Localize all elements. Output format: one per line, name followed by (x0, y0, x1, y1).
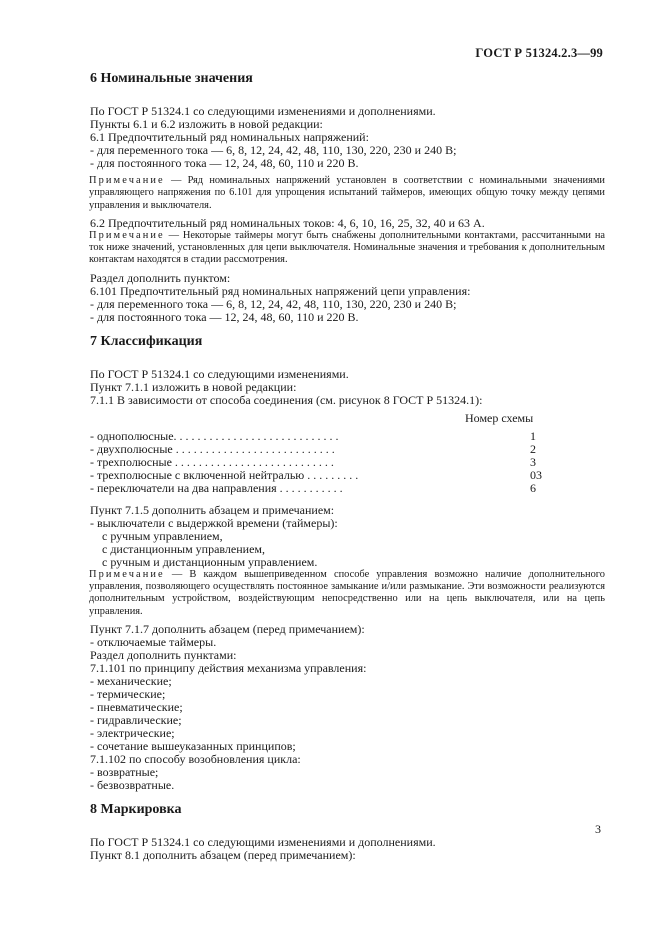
paragraph: 7.1.102 по способу возобновления цикла: (90, 751, 301, 766)
sub-list-item: с ручным и дистанционным управлением. (102, 554, 318, 569)
paragraph: По ГОСТ Р 51324.1 со следующими изменениями и дополнениями. (90, 104, 436, 118)
section-7-title: 7 Классификация (90, 333, 203, 349)
paragraph: Раздел дополнить пунктом: (90, 270, 231, 285)
page-body (90, 70, 605, 862)
note-voltage (89, 175, 605, 212)
paragraph: 6.101 Предпочтительный ряд номинальных напряжений цепи управления: (90, 283, 471, 298)
list-item: - безвозвратные. (90, 777, 175, 792)
paragraph: Пункт 7.1.5 дополнить абзацем и примечанием: (90, 502, 335, 517)
row-number: 1 (530, 428, 536, 443)
note-control (89, 569, 605, 618)
note-label: Примечание (89, 175, 165, 186)
paragraph: 6.1 Предпочтительный ряд номинальных напряжений: (90, 130, 369, 144)
list-item: - для переменного тока — 6, 8, 12, 24, 42, 48, 110, 130, 220, 230 и 240 В; (90, 143, 457, 157)
table-header: Номер схемы (465, 410, 534, 425)
paragraph: Раздел дополнить пунктами: (90, 647, 237, 662)
list-item: - возвратные; (90, 764, 159, 779)
row-label: - трехполюсные с включенной нейтралью . . . . . . . . . (90, 468, 359, 482)
note-label: Примечание (89, 568, 165, 580)
list-item: - отключаемые таймеры. (90, 634, 217, 649)
table-row (90, 482, 605, 495)
list-item: - для постоянного тока — 12, 24, 48, 60, 110 и 220 В. (90, 156, 359, 170)
list-item: - для постоянного тока — 12, 24, 48, 60, 110 и 220 В. (90, 309, 359, 324)
paragraph: 7.1.101 по принципу действия механизма управления: (90, 660, 367, 675)
list-item: - выключатели с выдержкой времени (таймеры): (90, 515, 338, 530)
table-header-row (90, 412, 605, 425)
sub-list-item: с ручным управлением, (102, 528, 223, 543)
section-6-title: 6 Номинальные значения (90, 71, 253, 86)
list-item: - сочетание вышеуказанных принципов; (90, 738, 296, 753)
table-row (90, 443, 605, 456)
table-row (90, 456, 605, 469)
list-item: - электрические; (90, 725, 175, 740)
paragraph: По ГОСТ Р 51324.1 со следующими изменениями. (90, 366, 349, 381)
row-label: - переключатели на два направления . . . . . . . . . . . (90, 481, 343, 495)
document-header: ГОСТ Р 51324.2.3—99 (475, 46, 603, 60)
paragraph: 6.2 Предпочтительный ряд номинальных токов: 4, 6, 10, 16, 25, 32, 40 и 63 А. (90, 215, 485, 230)
note-text: — Некоторые таймеры могут быть снабжены дополнительными контактами, рассчитанными на ток ниже значений, установленных для цепи выключателя. Номинальные значения и требования к дополнительным контактам находятся в стадии рассмотрения. (89, 229, 605, 266)
section-8-title: 8 Маркировка (90, 801, 182, 817)
connection-schemes-table (90, 412, 605, 495)
list-item: - механические; (90, 673, 172, 688)
note-contacts (89, 230, 605, 267)
row-number: 03 (530, 467, 542, 482)
paragraph: По ГОСТ Р 51324.1 со следующими изменениями и дополнениями. (90, 834, 436, 849)
list-item: - пневматические; (90, 699, 183, 714)
note-label: Примечание (89, 229, 165, 241)
row-number: 2 (530, 441, 536, 456)
row-label: - трехполюсные . . . . . . . . . . . . . . . . . . . . . . . . . . . (90, 455, 334, 469)
row-number: 6 (530, 480, 536, 495)
table-row (90, 430, 605, 443)
note-text: — В каждом вышеприведенном способе управления возможно наличие дополнительного управления, позволяющего осуществлять постоянное замыкание и/или размыкание. Эти возможности реализуются дополнительным устройством, воздействующим непосредственно или на цепь выключателя, или на цепь управления. (89, 568, 605, 617)
row-number: 3 (530, 454, 536, 469)
table-row (90, 469, 605, 482)
paragraph: 7.1.1 В зависимости от способа соединения (см. рисунок 8 ГОСТ Р 51324.1): (90, 392, 483, 407)
sub-list-item: с дистанционным управлением, (102, 541, 265, 556)
paragraph: Пункт 8.1 дополнить абзацем (перед примечанием): (90, 847, 356, 862)
paragraph: Пункт 7.1.7 дополнить абзацем (перед примечанием): (90, 621, 365, 636)
paragraph: Пункты 6.1 и 6.2 изложить в новой редакции: (90, 117, 323, 131)
list-item: - гидравлические; (90, 712, 182, 727)
row-label: - двухполюсные . . . . . . . . . . . . . . . . . . . . . . . . . . . (90, 442, 335, 456)
list-item: - термические; (90, 686, 166, 701)
note-text: — Ряд номинальных напряжений установлен в соответствии с номинальными значениями управляющего напряжения по 6.101 для упрощения испытаний таймеров, имеющих общую точку между цепями управления и выключателя. (89, 175, 605, 211)
row-label: - однополюсные. . . . . . . . . . . . . . . . . . . . . . . . . . . . (90, 429, 339, 443)
paragraph: Пункт 7.1.1 изложить в новой редакции: (90, 379, 297, 394)
list-item: - для переменного тока — 6, 8, 12, 24, 42, 48, 110, 130, 220, 230 и 240 В; (90, 296, 457, 311)
page-number: 3 (595, 822, 601, 836)
